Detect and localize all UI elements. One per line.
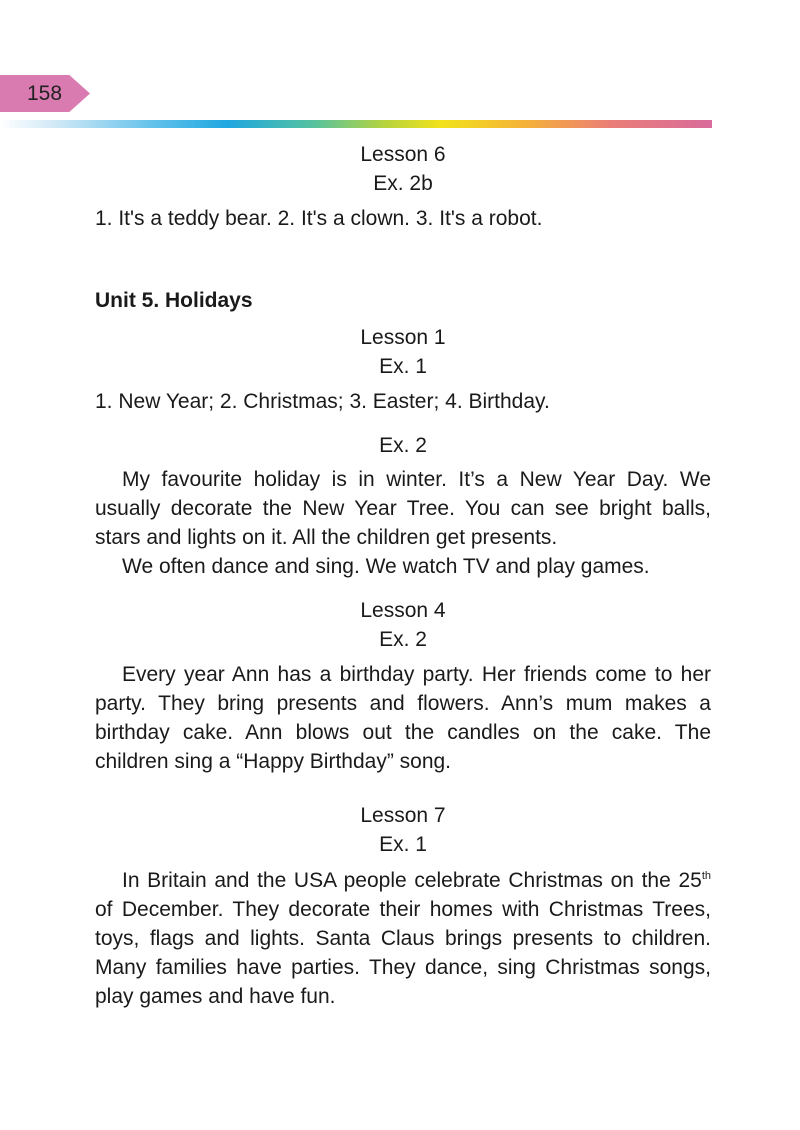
lesson-7-exercise: Ex. 1 [379,833,427,856]
page-content [95,140,711,1011]
ordinal-suffix: th [701,870,711,882]
unit-title: Unit 5. Holidays [95,289,253,312]
rainbow-divider [0,120,712,128]
lesson-6-exercise: Ex. 2b [373,172,433,195]
lesson-1-exercise-2-paragraph-1: My favourite holiday is in winter. It’s a New Year Day. We usually decorate the New Year Tree. You can see bright balls, stars and lights on it. All the children get presents. [95,468,711,549]
lesson-7-title: Lesson 7 [360,804,446,827]
lesson-7-paragraph-end: of December. They decorate their homes with Christmas Trees, toys, flags and lights. Santa Claus brings presents to children. Many families have parties. They dance, sing Christmas songs, play games and have fun. [95,898,711,1008]
page-number: 158 [27,82,63,105]
lesson-6-title: Lesson 6 [360,143,446,166]
lesson-1-title: Lesson 1 [360,326,446,349]
lesson-7-paragraph [95,866,711,1011]
lesson-6-answer: 1. It's a teddy bear. 2. It's a clown. 3. It's a robot. [95,207,543,230]
lesson-1-exercise-2-paragraph-2: We often dance and sing. We watch TV and play games. [122,555,650,578]
lesson-1-exercise-1-answer: 1. New Year; 2. Christmas; 3. Easter; 4. Birthday. [95,390,550,413]
lesson-4-exercise: Ex. 2 [379,628,427,651]
lesson-1-exercise-2: Ex. 2 [379,434,427,457]
lesson-4-paragraph: Every year Ann has a birthday party. Her friends come to her party. They bring presents and flowers. Ann’s mum makes a birthday cake. Ann blows out the candles on the cake. The children sing a “Happy Birthday” song. [95,663,711,773]
lesson-4-title: Lesson 4 [360,599,446,622]
lesson-7-paragraph-start: In Britain and the USA people celebrate Christmas on the 25 [122,869,702,892]
lesson-1-exercise-1: Ex. 1 [379,355,427,378]
